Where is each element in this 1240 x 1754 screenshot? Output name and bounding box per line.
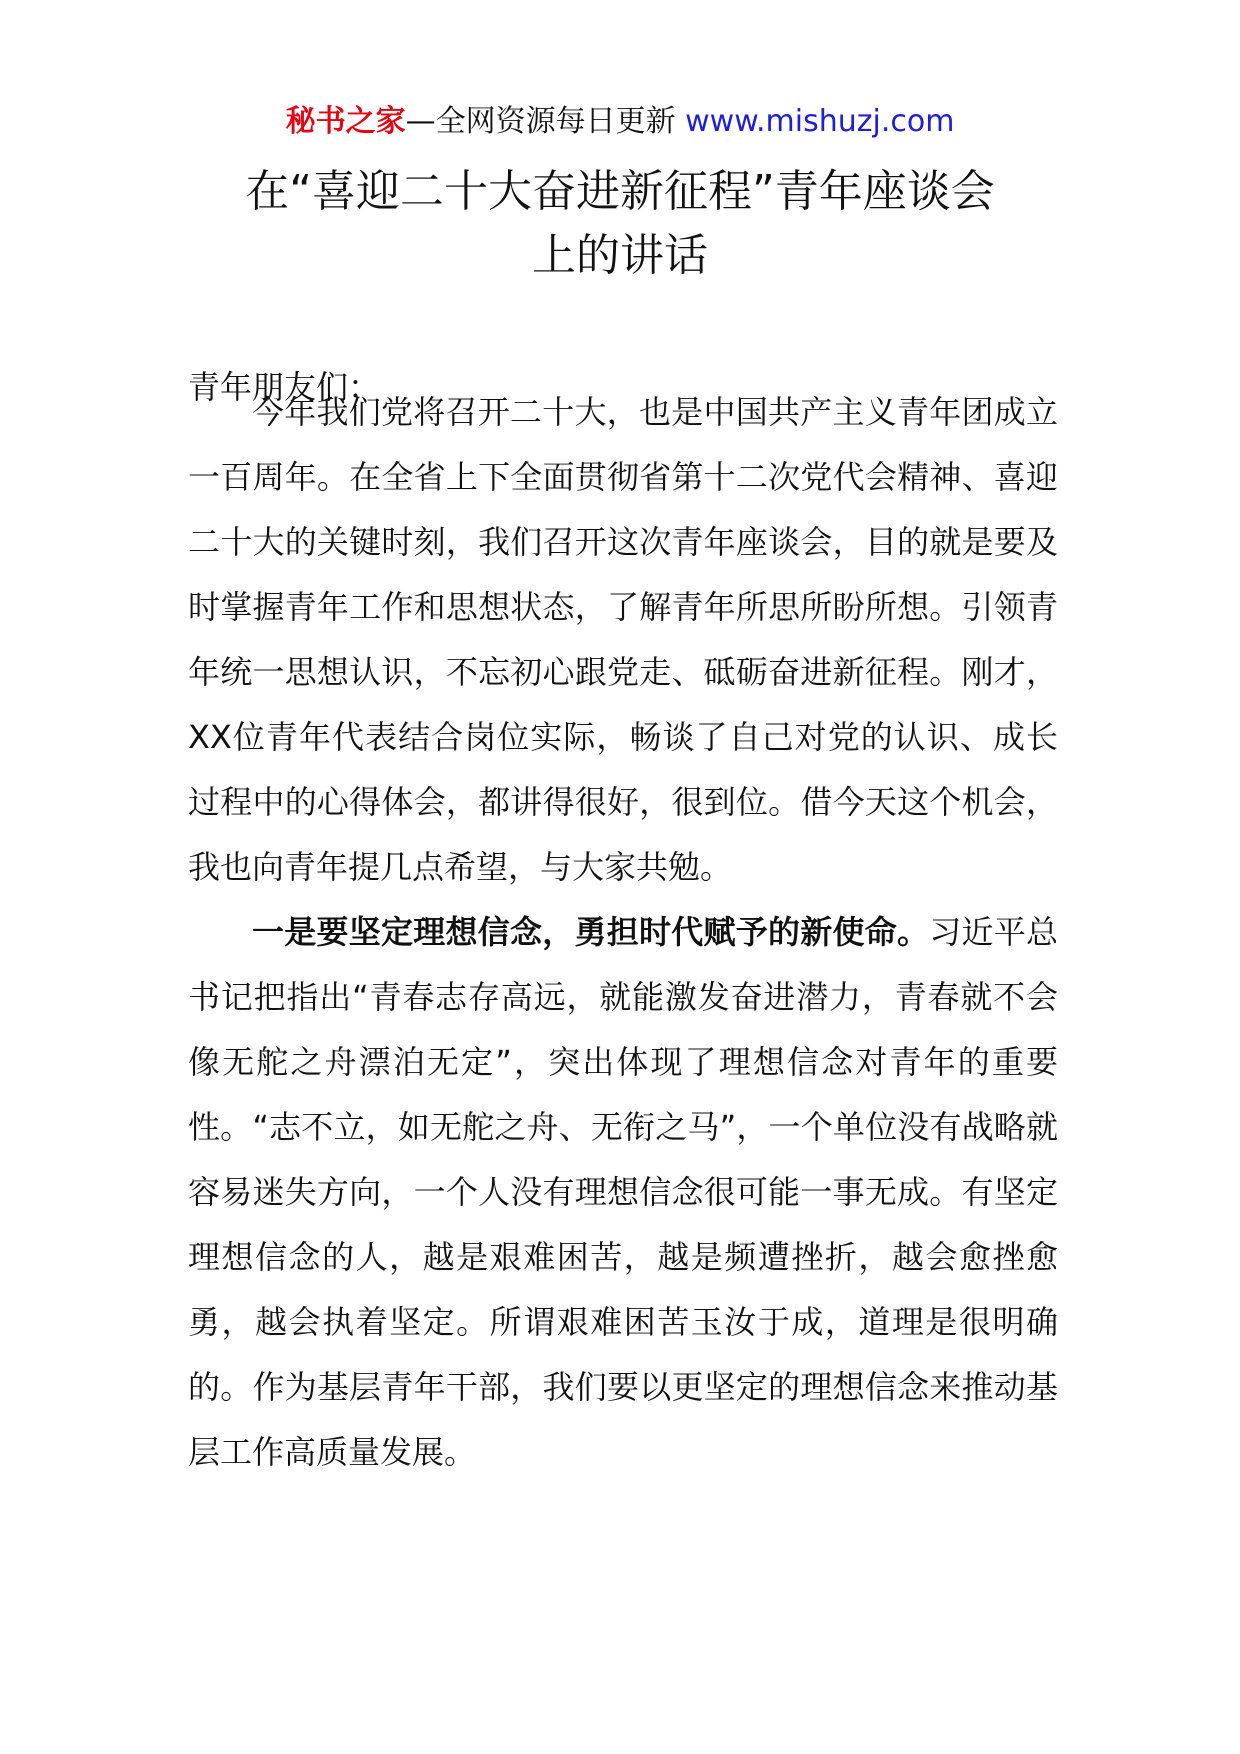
paragraph-text: 习近平总书记把指出“青春志存高远，就能激发奋进潜力，青春就不会像无舵之舟漂泊无定”，突出体现了理想信念对青年的重要性。“志不立，如无舵之舟、无衔之马”，一个单位没有战略就容易迷失方向，一个人没有理想信念很可能一事无成。有坚定理想信念的人，越是艰难困苦，越是频遭挫折，越会愈挫愈勇，越会执着坚定。所谓艰难困苦玉汝于成，道理是很明确的。作为基层青年干部，我们要以更坚定的理想信念来推动基层工作高质量发展。: [188, 913, 1058, 1471]
paragraph-text: 今年我们党将召开二十大，也是中国共产主义青年团成立一百周年。在全省上下全面贯彻省第十二次党代会精神、喜迎二十大的关键时刻，我们召开这次青年座谈会，目的就是要及时掌握青年工作和思想状态，了解青年所思所盼所想。引领青年统一思想认识，不忘初心跟党走、砥砺奋进新征程。刚才，XX位青年代表结合岗位实际，畅谈了自己对党的认识、成长过程中的心得体会，都讲得很好，很到位。借今天这个机会，我也向青年提几点希望，与大家共勉。: [188, 393, 1058, 886]
site-header: [0, 100, 1240, 144]
salutation: 青年朋友们：: [188, 368, 381, 406]
document-body: [188, 380, 1058, 1485]
document-title: [150, 160, 1090, 288]
header-tagline: —全网资源每日更新: [405, 104, 676, 139]
title-line-1: 在“喜迎二十大奋进新征程”青年座谈会: [245, 166, 995, 217]
title-line-2: 上的讲话: [532, 230, 708, 281]
paragraph-lead: 一是要坚定理想信念，勇担时代赋予的新使命。: [252, 913, 930, 951]
brand-name: 秘书之家: [285, 104, 406, 139]
paragraph-intro: [188, 380, 1058, 900]
paragraph-point-one: [188, 900, 1058, 1485]
site-url-link[interactable]: www.mishuzj.com: [685, 104, 955, 139]
